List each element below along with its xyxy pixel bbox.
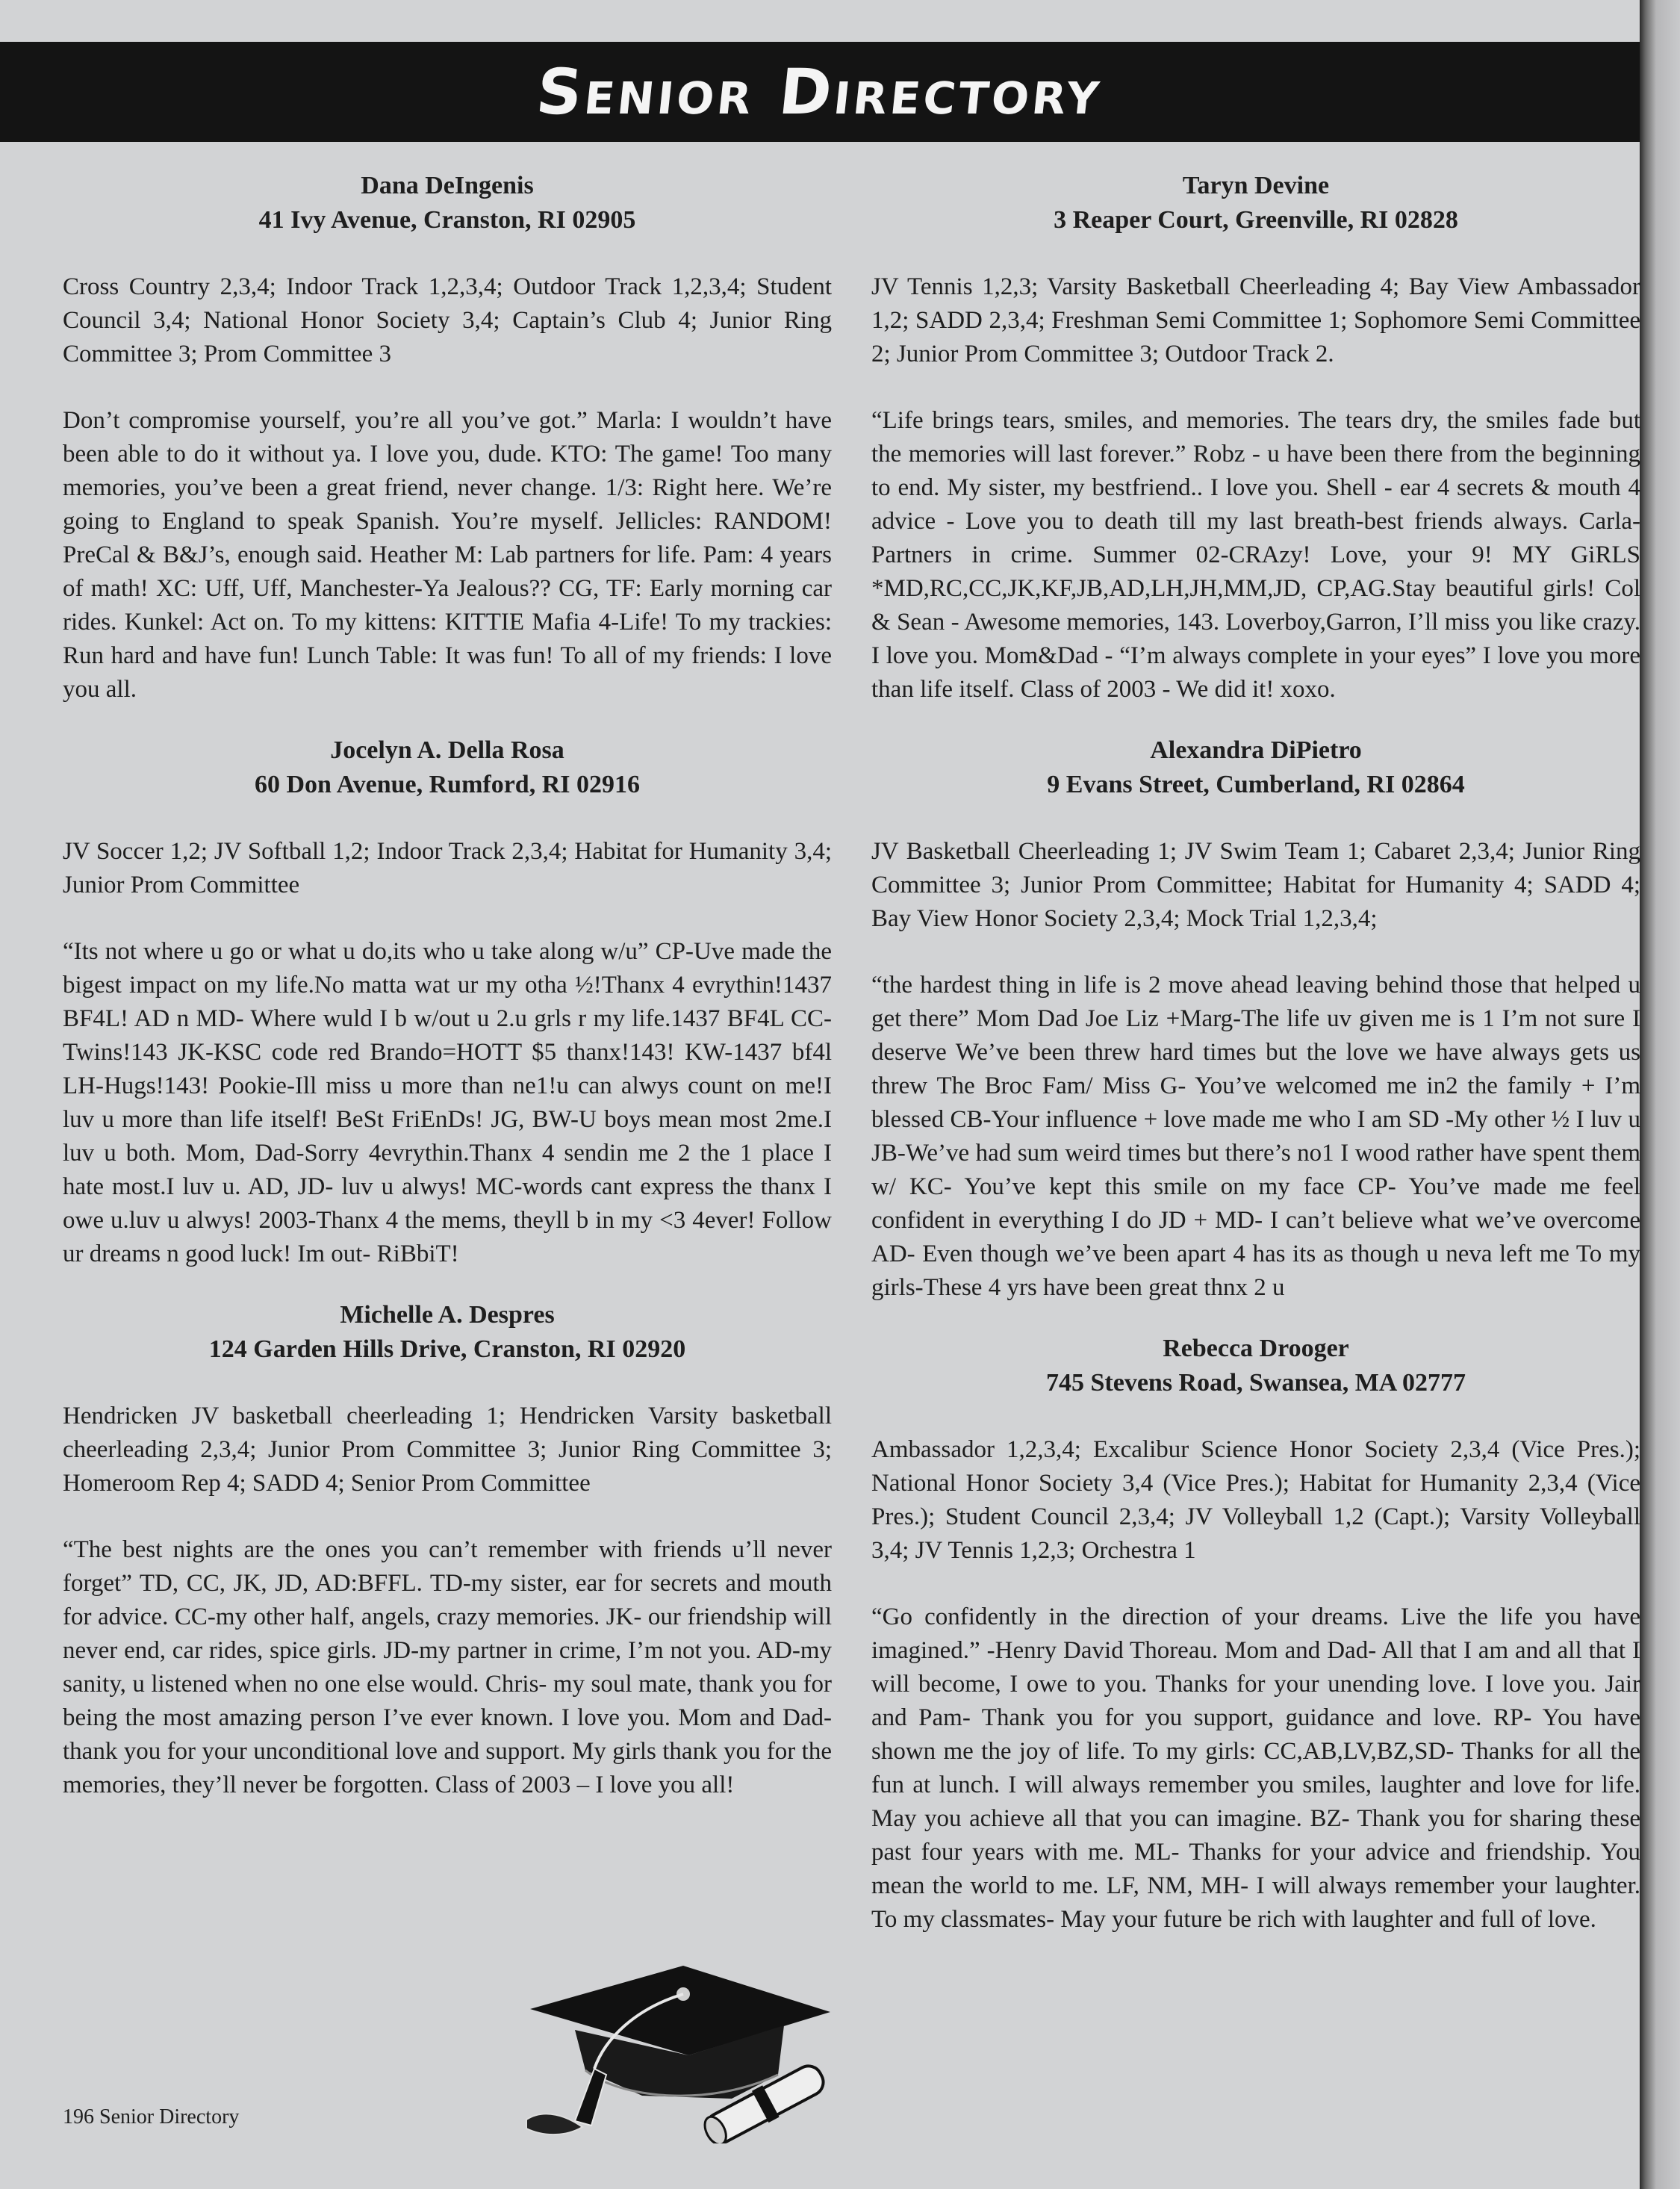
senior-name: Taryn Devine: [1182, 172, 1330, 199]
senior-activities: Hendricken JV basketball cheerleading 1; Hendricken Varsity basketball cheerleading 2,3,4; Junior Prom Committee 3; Junior Ring Committee 3; Homeroom Rep 4; SADD 4; Senior Prom Committee: [63, 1403, 832, 1497]
senior-activities: JV Soccer 1,2; JV Softball 1,2; Indoor Track 2,3,4; Habitat for Humanity 3,4; Junior Prom Committee: [63, 838, 832, 898]
senior-message: “Go confidently in the direction of your dreams. Live the life you have imagined.” -Henry David Thoreau. Mom and Dad- All that I am and all that I will become, I owe to you. Thanks for your unending love. I love you. Jair and Pam- Thank you for you support, guidance and love. RP- You have shown me the joy of life. To my girls: CC,AB,LV,BZ,SD- Thanks for all the fun at lunch. I will always remember you smiles, laughter and love for life. May you achieve all that you can imagine. BZ- Thank you for sharing these past four years with me. ML- Thanks for your advice and friendship. You mean the world to me. LF, NM, MH- I will always remember your laughter. To my classmates- May your future be rich with laughter and full of love.: [871, 1603, 1640, 1933]
page-title: Senior Directory: [533, 55, 1107, 128]
senior-message: “The best nights are the ones you can’t remember with friends u’ll never forget” TD, CC, JK, JD, AD:BFFL. TD-my sister, ear for secrets and mouth for advice. CC-my other half, angels, crazy memories. JK- our friendship will never end, car rides, spice girls. JD-my partner in crime, I’m not you. AD-my sanity, u listened when no one else would. Chris- my soul mate, thank you for being the most amazing person I’ve ever known. I love you. Mom and Dad- thank you for your unconditional love and support. My girls thank you for the memories, they’ll never be forgotten. Class of 2003 – I love you all!: [63, 1536, 832, 1798]
page-gutter-edge: [1640, 0, 1680, 2189]
page-header-banner: [0, 42, 1640, 142]
senior-name: Dana DeIngenis: [361, 172, 534, 199]
senior-name: Rebecca Drooger: [1163, 1335, 1349, 1362]
senior-name: Jocelyn A. Della Rosa: [330, 736, 564, 764]
senior-address: 9 Evans Street, Cumberland, RI 02864: [1047, 771, 1465, 798]
senior-address: 60 Don Avenue, Rumford, RI 02916: [254, 771, 640, 798]
senior-name: Alexandra DiPietro: [1150, 736, 1362, 764]
senior-entry: [871, 1332, 1640, 1937]
senior-name: Michelle A. Despres: [340, 1301, 555, 1329]
senior-address: 3 Reaper Court, Greenville, RI 02828: [1054, 206, 1458, 234]
senior-address: 745 Stevens Road, Swansea, MA 02777: [1046, 1369, 1466, 1397]
senior-entry: [871, 169, 1640, 707]
senior-message: “the hardest thing in life is 2 move ahead leaving behind those that helped u get there” Mom Dad Joe Liz +Marg-The life uv given me is 1 I’m not sure I deserve We’ve been threw hard times but the love we have always gets us threw The Broc Fam/ Miss G- You’ve welcomed me in2 the family + I’m blessed CB-Your influence + love made me who I am SD -My other ½ I luv u JB-We’ve had sum weird times but there’s no1 I wood rather have spent them w/ KC- You’ve kept this smile on my face CP- You’ve made me feel confident in everything I do JD + MD- I can’t believe what we’ve overcome AD- Even though we’ve been apart 4 has its as though u neva left me To my girls-These 4 yrs have been great thnx 2 u: [871, 972, 1640, 1301]
senior-entry: [871, 733, 1640, 1305]
senior-entry: [63, 1298, 832, 1802]
senior-activities: JV Basketball Cheerleading 1; JV Swim Team 1; Cabaret 2,3,4; Junior Ring Committee 3; Junior Prom Committee; Habitat for Humanity 4; SADD 4; Bay View Honor Society 2,3,4; Mock Trial 1,2,3,4;: [871, 838, 1640, 932]
senior-entry: [63, 733, 832, 1271]
senior-message: “Its not where u go or what u do,its who u take along w/u” CP-Uve made the bigest impact on my life.No matta wat ur my otha ½!Thanx 4 evrythin!1437 BF4L! AD n MD- Where wuld I b w/out u 2.u grls r my life.1437 BF4L CC-Twins!143 JK-KSC code red Brando=HOTT $5 thanx!143! KW-1437 bf4l LH-Hugs!143! Pookie-Ill miss u more than ne1!u can alwys count on me!I luv u more than life itself! BeSt FriEnDs! JG, BW-U boys mean most 2me.I luv u both. Mom, Dad-Sorry 4evrythin.Thanx 4 sendin me 2 the 1 place I hate most.I luv u. AD, JD- luv u alwys! MC-words cant express the thanx I owe u.luv u alwys! 2003-Thanx 4 the mems, theyll b in my <3 4ever! Follow ur dreams n good luck! Im out- RiBbiT!: [63, 938, 832, 1267]
left-column: [63, 169, 832, 1829]
senior-address: 41 Ivy Avenue, Cranston, RI 02905: [258, 206, 636, 234]
right-column: [871, 169, 1640, 1963]
senior-activities: Ambassador 1,2,3,4; Excalibur Science Honor Society 2,3,4 (Vice Pres.); National Honor Society 3,4 (Vice Pres.); Habitat for Humanity 2,3,4 (Vice Pres.); Student Council 2,3,4; JV Volleyball 1,2 (Capt.); Varsity Volleyball 3,4; JV Tennis 1,2,3; Orchestra 1: [871, 1436, 1640, 1564]
senior-entry: [63, 169, 832, 707]
senior-activities: JV Tennis 1,2,3; Varsity Basketball Cheerleading 4; Bay View Ambassador 1,2; SADD 2,3,4; Freshman Semi Committee 1; Sophomore Semi Committee 2; Junior Prom Committee 3; Outdoor Track 2.: [871, 273, 1640, 367]
senior-message: “Life brings tears, smiles, and memories. The tears dry, the smiles fade but the memories will last forever.” Robz - u have been there from the beginning to end. My sister, my bestfriend.. I love you. Shell - ear 4 secrets & mouth 4 advice - Love you to death till my last breath-best friends always. Carla-Partners in crime. Summer 02-CRAzy! Love, your 9! MY GiRLS *MD,RC,CC,JK,KF,JB,AD,LH,JH,MM,JD, CP,AG.Stay beautiful girls! Col & Sean - Awesome memories, 143. Loverboy,Garron, I’ll miss you like crazy. I love you. Mom&Dad - “I’m always complete in your eyes” I love you more than life itself. Class of 2003 - We did it! xoxo.: [871, 407, 1640, 703]
senior-address: 124 Garden Hills Drive, Cranston, RI 02920: [208, 1335, 686, 1363]
senior-message: Don’t compromise yourself, you’re all you’ve got.” Marla: I wouldn’t have been able to do it without ya. I love you, dude. KTO: The game! Too many memories, you’ve been a great friend, never change. 1/3: Right here. We’re going to England to speak Spanish. You’re myself. Jellicles: RANDOM! PreCal & B&J’s, enough said. Heather M: Lab partners for life. Pam: 4 years of math! XC: Uff, Uff, Manchester-Ya Jealous?? CG, TF: Early morning car rides. Kunkel: Act on. To my kittens: KITTIE Mafia 4-Life! To my trackies: Run hard and have fun! Lunch Table: It was fun! To all of my friends: I love you all.: [63, 407, 832, 703]
graduation-cap-icon: [523, 1949, 836, 2143]
senior-activities: Cross Country 2,3,4; Indoor Track 1,2,3,4; Outdoor Track 1,2,3,4; Student Council 3,4; National Honor Society 3,4; Captain’s Club 4; Junior Ring Committee 3; Prom Committee 3: [63, 273, 832, 367]
page-footer: 196 Senior Directory: [63, 2105, 240, 2129]
